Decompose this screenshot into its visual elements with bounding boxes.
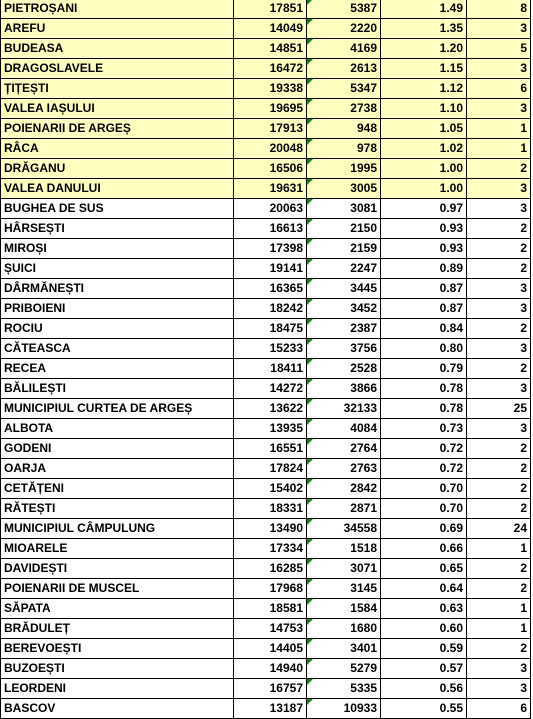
cell-ratio[interactable]: 0.84 <box>381 319 467 339</box>
cell-ratio[interactable]: 0.70 <box>381 499 467 519</box>
cell-value-a[interactable]: 15233 <box>234 339 307 359</box>
cell-ratio[interactable]: 1.20 <box>381 39 467 59</box>
cell-value-a[interactable]: 14753 <box>234 619 307 639</box>
cell-value-b[interactable]: 978 <box>307 139 381 159</box>
cell-value-b[interactable]: 3071 <box>307 559 381 579</box>
table-row[interactable] <box>1 179 531 199</box>
cell-count[interactable]: 5 <box>467 39 531 59</box>
cell-count[interactable]: 3 <box>467 419 531 439</box>
cell-ratio[interactable]: 0.66 <box>381 539 467 559</box>
cell-ratio[interactable]: 0.59 <box>381 639 467 659</box>
cell-count[interactable]: 3 <box>467 19 531 39</box>
cell-ratio[interactable]: 0.69 <box>381 519 467 539</box>
table-row[interactable] <box>1 159 531 179</box>
cell-ratio[interactable]: 1.10 <box>381 99 467 119</box>
table-row[interactable] <box>1 119 531 139</box>
cell-locality-name[interactable]: GODENI <box>1 439 234 459</box>
cell-locality-name[interactable]: BĂLILEȘTI <box>1 379 234 399</box>
cell-locality-name[interactable]: MUNICIPIUL CÂMPULUNG <box>1 519 234 539</box>
cell-count[interactable]: 1 <box>467 119 531 139</box>
table-row[interactable] <box>1 279 531 299</box>
table-row[interactable] <box>1 299 531 319</box>
cell-locality-name[interactable]: RĂTEȘTI <box>1 499 234 519</box>
cell-count[interactable]: 8 <box>467 0 531 19</box>
cell-value-a[interactable]: 17913 <box>234 119 307 139</box>
cell-value-a[interactable]: 16285 <box>234 559 307 579</box>
table-row[interactable] <box>1 619 531 639</box>
cell-count[interactable]: 3 <box>467 339 531 359</box>
cell-count[interactable]: 2 <box>467 259 531 279</box>
cell-ratio[interactable]: 0.63 <box>381 599 467 619</box>
cell-value-b[interactable]: 10933 <box>307 699 381 719</box>
cell-count[interactable]: 1 <box>467 599 531 619</box>
cell-value-b[interactable]: 32133 <box>307 399 381 419</box>
cell-count[interactable]: 6 <box>467 699 531 719</box>
cell-locality-name[interactable]: BUGHEA DE SUS <box>1 199 234 219</box>
cell-value-b[interactable]: 2738 <box>307 99 381 119</box>
cell-value-a[interactable]: 18331 <box>234 499 307 519</box>
table-row[interactable] <box>1 599 531 619</box>
cell-value-a[interactable]: 13187 <box>234 699 307 719</box>
cell-locality-name[interactable]: LEORDENI <box>1 679 234 699</box>
cell-ratio[interactable]: 1.12 <box>381 79 467 99</box>
table-row[interactable] <box>1 379 531 399</box>
cell-ratio[interactable]: 0.57 <box>381 659 467 679</box>
cell-ratio[interactable]: 1.15 <box>381 59 467 79</box>
cell-locality-name[interactable]: ȘUICI <box>1 259 234 279</box>
cell-value-b[interactable]: 2150 <box>307 219 381 239</box>
cell-ratio[interactable]: 0.78 <box>381 399 467 419</box>
cell-count[interactable]: 3 <box>467 59 531 79</box>
cell-locality-name[interactable]: AREFU <box>1 19 234 39</box>
cell-count[interactable]: 1 <box>467 539 531 559</box>
cell-value-b[interactable]: 3445 <box>307 279 381 299</box>
cell-count[interactable]: 3 <box>467 679 531 699</box>
table-body <box>1 0 531 719</box>
cell-count[interactable]: 2 <box>467 459 531 479</box>
cell-value-b[interactable]: 4169 <box>307 39 381 59</box>
cell-value-a[interactable]: 13935 <box>234 419 307 439</box>
cell-value-a[interactable]: 18411 <box>234 359 307 379</box>
cell-value-b[interactable]: 2764 <box>307 439 381 459</box>
cell-count[interactable]: 3 <box>467 659 531 679</box>
cell-value-a[interactable]: 16613 <box>234 219 307 239</box>
cell-value-b[interactable]: 3401 <box>307 639 381 659</box>
cell-locality-name[interactable]: ALBOTA <box>1 419 234 439</box>
cell-count[interactable]: 3 <box>467 279 531 299</box>
cell-ratio[interactable]: 0.72 <box>381 459 467 479</box>
cell-ratio[interactable]: 0.93 <box>381 239 467 259</box>
cell-ratio[interactable]: 0.97 <box>381 199 467 219</box>
cell-locality-name[interactable]: SĂPATA <box>1 599 234 619</box>
table-row[interactable] <box>1 679 531 699</box>
table-row[interactable] <box>1 559 531 579</box>
table-row[interactable] <box>1 79 531 99</box>
cell-ratio[interactable]: 0.79 <box>381 359 467 379</box>
cell-locality-name[interactable]: BEREVOEȘTI <box>1 639 234 659</box>
cell-ratio[interactable]: 0.89 <box>381 259 467 279</box>
table-row[interactable] <box>1 419 531 439</box>
cell-value-b[interactable]: 948 <box>307 119 381 139</box>
cell-value-a[interactable]: 14851 <box>234 39 307 59</box>
cell-value-b[interactable]: 34558 <box>307 519 381 539</box>
table-row[interactable] <box>1 519 531 539</box>
cell-value-a[interactable]: 16472 <box>234 59 307 79</box>
cell-value-a[interactable]: 13622 <box>234 399 307 419</box>
table-row[interactable] <box>1 399 531 419</box>
table-row[interactable] <box>1 579 531 599</box>
cell-locality-name[interactable]: DRĂGANU <box>1 159 234 179</box>
cell-value-a[interactable]: 14405 <box>234 639 307 659</box>
cell-value-a[interactable]: 19141 <box>234 259 307 279</box>
cell-value-a[interactable]: 18475 <box>234 319 307 339</box>
table-row[interactable] <box>1 139 531 159</box>
cell-value-a[interactable]: 14049 <box>234 19 307 39</box>
cell-value-b[interactable]: 2528 <box>307 359 381 379</box>
cell-locality-name[interactable]: BUDEASA <box>1 39 234 59</box>
table-row[interactable] <box>1 639 531 659</box>
cell-value-a[interactable]: 16506 <box>234 159 307 179</box>
cell-value-b[interactable]: 2220 <box>307 19 381 39</box>
table-row[interactable] <box>1 359 531 379</box>
cell-value-a[interactable]: 20063 <box>234 199 307 219</box>
cell-count[interactable]: 24 <box>467 519 531 539</box>
cell-count[interactable]: 2 <box>467 479 531 499</box>
cell-locality-name[interactable]: RÂCA <box>1 139 234 159</box>
cell-locality-name[interactable]: POIENARII DE MUSCEL <box>1 579 234 599</box>
cell-value-b[interactable]: 2247 <box>307 259 381 279</box>
cell-ratio[interactable]: 0.78 <box>381 379 467 399</box>
cell-count[interactable]: 2 <box>467 639 531 659</box>
cell-count[interactable]: 2 <box>467 359 531 379</box>
cell-value-b[interactable]: 3452 <box>307 299 381 319</box>
cell-locality-name[interactable]: DRAGOSLAVELE <box>1 59 234 79</box>
cell-value-a[interactable]: 18581 <box>234 599 307 619</box>
cell-locality-name[interactable]: MIROȘI <box>1 239 234 259</box>
table-row[interactable] <box>1 539 531 559</box>
cell-count[interactable]: 2 <box>467 239 531 259</box>
cell-locality-name[interactable]: PIETROȘANI <box>1 0 234 19</box>
cell-count[interactable]: 2 <box>467 319 531 339</box>
table-row[interactable] <box>1 339 531 359</box>
cell-count[interactable]: 2 <box>467 219 531 239</box>
table-row[interactable] <box>1 499 531 519</box>
cell-ratio[interactable]: 0.60 <box>381 619 467 639</box>
cell-value-a[interactable]: 17398 <box>234 239 307 259</box>
cell-value-a[interactable]: 14272 <box>234 379 307 399</box>
cell-ratio[interactable]: 0.87 <box>381 299 467 319</box>
cell-locality-name[interactable]: BRĂDULEȚ <box>1 619 234 639</box>
cell-value-a[interactable]: 19338 <box>234 79 307 99</box>
cell-value-b[interactable]: 2763 <box>307 459 381 479</box>
cell-count[interactable]: 1 <box>467 139 531 159</box>
table-row[interactable] <box>1 39 531 59</box>
cell-value-b[interactable]: 1584 <box>307 599 381 619</box>
cell-ratio[interactable]: 0.73 <box>381 419 467 439</box>
cell-locality-name[interactable]: ROCIU <box>1 319 234 339</box>
cell-value-b[interactable]: 2871 <box>307 499 381 519</box>
cell-ratio[interactable]: 0.70 <box>381 479 467 499</box>
cell-count[interactable]: 25 <box>467 399 531 419</box>
table-row[interactable] <box>1 59 531 79</box>
table-row[interactable] <box>1 219 531 239</box>
cell-value-b[interactable]: 2613 <box>307 59 381 79</box>
cell-ratio[interactable]: 0.72 <box>381 439 467 459</box>
cell-count[interactable]: 3 <box>467 379 531 399</box>
cell-value-a[interactable]: 16365 <box>234 279 307 299</box>
cell-count[interactable]: 2 <box>467 579 531 599</box>
table-row[interactable] <box>1 479 531 499</box>
cell-value-b[interactable]: 1680 <box>307 619 381 639</box>
cell-count[interactable]: 2 <box>467 439 531 459</box>
table-row[interactable] <box>1 659 531 679</box>
table-row[interactable] <box>1 0 531 19</box>
cell-locality-name[interactable]: DAVIDEȘTI <box>1 559 234 579</box>
cell-value-a[interactable]: 17824 <box>234 459 307 479</box>
cell-ratio[interactable]: 0.56 <box>381 679 467 699</box>
cell-locality-name[interactable]: MIOARELE <box>1 539 234 559</box>
cell-value-a[interactable]: 16551 <box>234 439 307 459</box>
cell-value-b[interactable]: 5279 <box>307 659 381 679</box>
cell-ratio[interactable]: 0.64 <box>381 579 467 599</box>
cell-count[interactable]: 3 <box>467 99 531 119</box>
cell-ratio[interactable]: 0.93 <box>381 219 467 239</box>
cell-count[interactable]: 2 <box>467 499 531 519</box>
cell-ratio[interactable]: 0.65 <box>381 559 467 579</box>
cell-value-a[interactable]: 17968 <box>234 579 307 599</box>
cell-value-a[interactable]: 15402 <box>234 479 307 499</box>
cell-value-a[interactable]: 20048 <box>234 139 307 159</box>
cell-locality-name[interactable]: ȚIȚEȘTI <box>1 79 234 99</box>
cell-count[interactable]: 2 <box>467 159 531 179</box>
table-row[interactable] <box>1 199 531 219</box>
cell-value-b[interactable]: 1518 <box>307 539 381 559</box>
cell-ratio[interactable]: 0.80 <box>381 339 467 359</box>
cell-value-a[interactable]: 19695 <box>234 99 307 119</box>
table-row[interactable] <box>1 319 531 339</box>
cell-ratio[interactable]: 1.02 <box>381 139 467 159</box>
cell-ratio[interactable]: 1.05 <box>381 119 467 139</box>
cell-locality-name[interactable]: BASCOV <box>1 699 234 719</box>
cell-ratio[interactable]: 0.87 <box>381 279 467 299</box>
table-row[interactable] <box>1 19 531 39</box>
table-row[interactable] <box>1 439 531 459</box>
cell-value-b[interactable]: 5387 <box>307 0 381 19</box>
table-row[interactable] <box>1 699 531 719</box>
cell-locality-name[interactable]: OARJA <box>1 459 234 479</box>
cell-value-a[interactable]: 17851 <box>234 0 307 19</box>
cell-value-b[interactable]: 3756 <box>307 339 381 359</box>
cell-count[interactable]: 3 <box>467 199 531 219</box>
cell-count[interactable]: 3 <box>467 179 531 199</box>
cell-value-a[interactable]: 18242 <box>234 299 307 319</box>
cell-value-b[interactable]: 4084 <box>307 419 381 439</box>
cell-value-b[interactable]: 2159 <box>307 239 381 259</box>
cell-locality-name[interactable]: RECEA <box>1 359 234 379</box>
cell-ratio[interactable]: 1.35 <box>381 19 467 39</box>
cell-locality-name[interactable]: VALEA DANULUI <box>1 179 234 199</box>
cell-ratio[interactable]: 1.49 <box>381 0 467 19</box>
cell-locality-name[interactable]: MUNICIPIUL CURTEA DE ARGEȘ <box>1 399 234 419</box>
cell-locality-name[interactable]: HÂRSEȘTI <box>1 219 234 239</box>
cell-value-a[interactable]: 19631 <box>234 179 307 199</box>
cell-value-b[interactable]: 1995 <box>307 159 381 179</box>
cell-value-b[interactable]: 2842 <box>307 479 381 499</box>
cell-count[interactable]: 2 <box>467 559 531 579</box>
cell-value-a[interactable]: 14940 <box>234 659 307 679</box>
cell-value-a[interactable]: 13490 <box>234 519 307 539</box>
cell-count[interactable]: 6 <box>467 79 531 99</box>
table-row[interactable] <box>1 259 531 279</box>
cell-value-b[interactable]: 3866 <box>307 379 381 399</box>
cell-locality-name[interactable]: BUZOEȘTI <box>1 659 234 679</box>
cell-locality-name[interactable]: CETĂȚENI <box>1 479 234 499</box>
table-row[interactable] <box>1 459 531 479</box>
cell-ratio[interactable]: 1.00 <box>381 179 467 199</box>
table-row[interactable] <box>1 239 531 259</box>
cell-value-b[interactable]: 3005 <box>307 179 381 199</box>
cell-value-b[interactable]: 3081 <box>307 199 381 219</box>
cell-locality-name[interactable]: POIENARII DE ARGEȘ <box>1 119 234 139</box>
cell-locality-name[interactable]: CĂTEASCA <box>1 339 234 359</box>
cell-value-b[interactable]: 5347 <box>307 79 381 99</box>
cell-locality-name[interactable]: DÂRMĂNEȘTI <box>1 279 234 299</box>
cell-ratio[interactable]: 0.55 <box>381 699 467 719</box>
cell-value-b[interactable]: 5335 <box>307 679 381 699</box>
cell-locality-name[interactable]: VALEA IAȘULUI <box>1 99 234 119</box>
cell-value-a[interactable]: 16757 <box>234 679 307 699</box>
cell-count[interactable]: 3 <box>467 299 531 319</box>
cell-value-b[interactable]: 3145 <box>307 579 381 599</box>
cell-value-b[interactable]: 2387 <box>307 319 381 339</box>
cell-locality-name[interactable]: PRIBOIENI <box>1 299 234 319</box>
table-row[interactable] <box>1 99 531 119</box>
cell-value-a[interactable]: 17334 <box>234 539 307 559</box>
cell-ratio[interactable]: 1.00 <box>381 159 467 179</box>
cell-count[interactable]: 1 <box>467 619 531 639</box>
